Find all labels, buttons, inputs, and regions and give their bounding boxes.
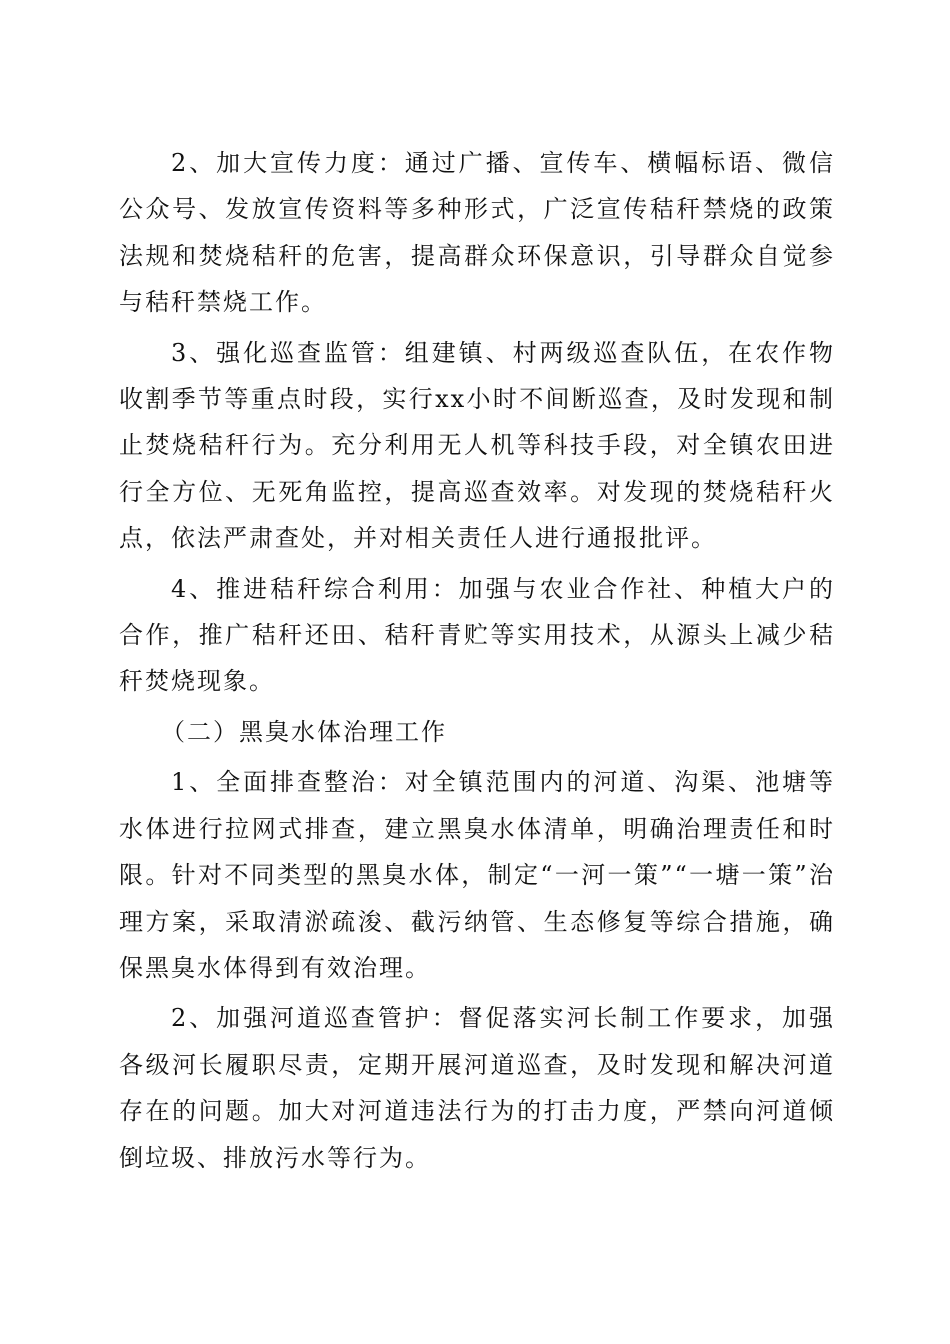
paragraph-publicity: 2、加大宣传力度：通过广播、宣传车、横幅标语、微信公众号、发放宣传资料等多种形式，广泛宣传秸秆禁烧的政策法规和焚烧秸秆的危害，提高群众环保意识，引导群众自觉参与秸秆禁烧工作。 <box>119 149 835 317</box>
paragraph-river-patrol: 2、加强河道巡查管护：督促落实河长制工作要求，加强各级河长履职尽责，定期开展河道巡查，及时发现和解决河道存在的问题。加大对河道违法行为的打击力度，严禁向河道倾倒垃圾、排放污水等行为。 <box>119 1004 835 1172</box>
document-body <box>119 140 835 1185</box>
paragraph-straw-utilization: 4、推进秸秆综合利用：加强与农业合作社、种植大户的合作，推广秸秆还田、秸秆青贮等实用技术，从源头上减少秸秆焚烧现象。 <box>119 574 835 696</box>
paragraph-patrol-supervision: 3、强化巡查监管：组建镇、村两级巡查队伍，在农作物收割季节等重点时段，实行xx小时不间断巡查，及时发现和制止焚烧秸秆行为。充分利用无人机等科技手段，对全镇农田进行全方位、无死角监控，提高巡查效率。对发现的焚烧秸秆火点，依法严肃查处，并对相关责任人进行通报批评。 <box>119 338 835 553</box>
section-heading-black-odorous-water: （二）黑臭水体治理工作 <box>161 717 447 746</box>
paragraph-investigation-remediation: 1、全面排查整治：对全镇范围内的河道、沟渠、池塘等水体进行拉网式排查，建立黑臭水体清单，明确治理责任和时限。针对不同类型的黑臭水体，制定“一河一策”“一塘一策”治理方案，采取清淤疏浚、截污纳管、生态修复等综合措施，确保黑臭水体得到有效治理。 <box>119 768 835 982</box>
